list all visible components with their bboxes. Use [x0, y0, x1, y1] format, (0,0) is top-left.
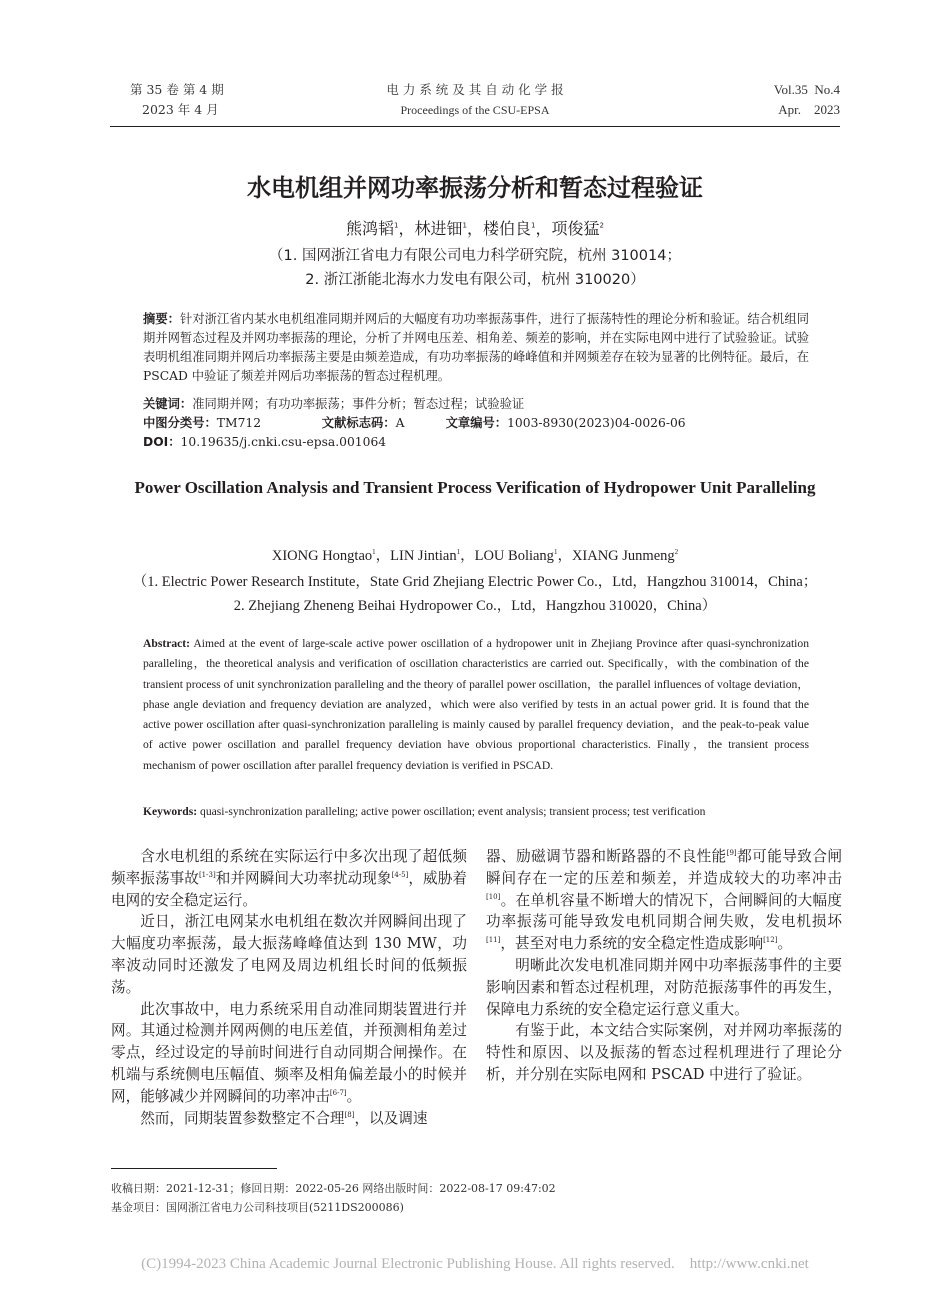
author-en-2: LIN Jintian [390, 548, 457, 564]
journal-name-en: Proceedings of the CSU-EPSA [400, 103, 550, 117]
clc-value: TM712 [216, 416, 262, 430]
body-paragraph-2: 近日，浙江电网某水电机组在数次并网瞬间出现了大幅度功率振荡，最大振荡峰峰值达到 130 MW，功率波动同时还激发了电网及周边机组长时间的低频振荡。 [111, 913, 467, 996]
authors-cn: 熊鸿韬$^1$，林进钿$^1$，楼伯良$^1$，项俊猛$^2$ [346, 219, 604, 238]
citation: [6-7] [329, 1088, 347, 1097]
keywords-en [143, 803, 823, 821]
header-right [774, 80, 840, 120]
body-text: 含水电机组的系统在实际运行中多次出现了超低频频率振荡事故 [111, 848, 467, 887]
body-text: 。 [777, 935, 793, 953]
keywords-cn-label: 关键词： [143, 397, 193, 411]
body-text: 都可能导致合闸瞬间存在一定的压差和频差，并造成较大的功率冲击 [486, 848, 842, 887]
citation: [8] [344, 1110, 355, 1119]
body-paragraph-6: 有鉴于此，本文结合实际案例，对并网功率振荡的特性和原因、以及振荡的暂态过程机理进行了理论分析，并分别在实际电网和 PSCAD 中进行了验证。 [486, 1022, 842, 1083]
abstract-cn [143, 310, 809, 386]
article-no-value: 1003-8930(2023)04-0026-06 [507, 416, 686, 430]
footnote-rule [111, 1168, 277, 1169]
affiliations-cn [0, 244, 950, 292]
abstract-cn-text: 针对浙江省内某水电机组准同期并网后的大幅度有功功率振荡事件，进行了振荡特性的理论分析和验证。结合机组同期并网暂态过程及并网功率振荡的理论，分析了并网电压差、相角差、频差的影响，并在实际电网中进行了试验验证。试验表明机组准同期并网后功率振荡主要是由频差造成，有功功率振荡的峰峰值和并网频差存在较为显著的比例特征。最后，在 PSCAD 中验证了频差并网后功率振荡的暂态过程机理。 [143, 312, 809, 383]
author-en-2-affil: 1 [456, 548, 461, 557]
body-text: 。在单机容量不断增大的情况下，合闸瞬间的大幅度功率振荡可能导致发电机同期合闸失败，发电机损坏 [486, 891, 842, 931]
volume-issue: 第 35 卷 第 4 期 [130, 82, 224, 97]
header-center [110, 80, 840, 120]
body-column-left [111, 846, 467, 1129]
abstract-en-text: Aimed at the event of large-scale active power oscillation of a hydropower unit in Zhejiang Province after quasi-synchronization paralleling，the theoretical analysis and verification of oscillation characteristics are carried out. Specifically，with the combination of the transient process of unit synchronization paralleling and the theory of parallel power oscillation，the parallel influences of voltage deviation，phase angle deviation and frequency deviation are analyzed，which were also verified by tests in an actual power grid. It is found that the active power oscillation after quasi-synchronization paralleling is mainly caused by parallel frequency deviation，and the peak-to-peak value of active power oscillation and parallel frequency deviation have obvious proportional characteristics. Finally，the transient process mechanism of power oscillation after parallel frequency deviation is verified in PSCAD. [143, 637, 809, 772]
paper-title-en: Power Oscillation Analysis and Transient Process Verification of Hydropower Unit Paralleling [134, 478, 816, 497]
footnote-dates: 收稿日期：2021-12-31；修回日期：2022-05-26 网络出版时间：2022-08-17 09:47:02 [111, 1182, 556, 1195]
body-paragraph-3 [111, 999, 467, 1108]
abstract-en-label: Abstract: [143, 637, 191, 650]
affiliation-en-1: （1. Electric Power Research Institute，State Grid Zhejiang Electric Power Co.，Ltd，Hangzhou 310014，China； [132, 574, 818, 590]
header-rule [110, 126, 840, 127]
author-2-affil: 1 [462, 221, 467, 230]
body-text: 此次事故中，电力系统采用自动准同期装置进行并网。其通过检测并网两侧的电压差值，并预测相角差过零点，经过设定的导前时间进行自动同期合闸操作。在机端与系统侧电压幅值、频率及相角偏差最小的时候并网，能够减少并网瞬间的功率冲击 [111, 1000, 467, 1105]
author-2: 林进钿 [414, 219, 463, 238]
keywords-cn [143, 395, 809, 414]
doi-label: DOI： [143, 435, 181, 449]
author-en-4-affil: 2 [674, 548, 679, 557]
citation: [11] [486, 936, 501, 945]
volume-issue-en: Vol.35 No.4 [773, 82, 840, 97]
article-no-label: 文章编号： [445, 416, 508, 430]
abstract-cn-label: 摘要： [143, 312, 181, 326]
author-en-4: XIANG Junmeng [571, 548, 675, 564]
doi-line [143, 433, 809, 452]
author-en-3-affil: 1 [553, 548, 558, 557]
affiliation-cn-1: （1. 国网浙江省电力有限公司电力科学研究院，杭州 310014； [269, 248, 681, 264]
doc-code-label: 文献标志码： [321, 416, 396, 430]
author-en-1-affil: 1 [372, 548, 376, 557]
doc-code-value: A [395, 416, 405, 430]
classification-line [143, 414, 809, 433]
author-1-affil: 1 [394, 221, 399, 230]
journal-header [110, 80, 840, 126]
copyright-notice: (C)1994-2023 China Academic Journal Electronic Publishing House. All rights reserved. http://www.cnki.net [141, 1256, 809, 1272]
keywords-en-label: Keywords: [143, 805, 198, 818]
body-text: ，甚至对电力系统的安全稳定性造成影响 [500, 935, 764, 953]
issue-date-en: Apr. 2023 [778, 102, 840, 117]
body-paragraph-4-cont [486, 846, 842, 955]
footnote-fund: 基金项目：国网浙江省电力公司科技项目(5211DS200086) [111, 1201, 404, 1214]
clc-label: 中图分类号： [143, 416, 217, 430]
citation: [1-3] [198, 870, 216, 879]
author-en-3: LOU Boliang [474, 548, 554, 564]
body-text: 。 [346, 1087, 362, 1105]
author-en-1: XIONG Hongtao [271, 548, 373, 564]
body-text: 器、励磁调节器和断路器的不良性能 [486, 848, 727, 865]
abstract-en [143, 634, 809, 776]
citation: [4-5] [391, 870, 409, 879]
affiliations-en [80, 570, 870, 618]
author-3: 楼伯良 [483, 219, 532, 238]
body-column-right [486, 846, 842, 1086]
keywords-cn-text: 准同期并网；有功功率振荡；事件分析；暂态过程；试验验证 [192, 397, 525, 411]
body-paragraph-5: 明晰此次发电机准同期并网中功率振荡事件的主要影响因素和暂态过程机理，对防范振荡事件的再发生，保障电力系统的安全稳定运行意义重大。 [486, 956, 842, 1018]
paper-title-cn: 水电机组并网功率振荡分析和暂态过程验证 [247, 174, 703, 202]
affiliation-en-2: 2. Zhejiang Zheneng Beihai Hydropower Co.，Ltd，Hangzhou 310020，China） [233, 598, 717, 614]
citation: [12] [763, 936, 778, 945]
author-1: 熊鸿韬 [346, 219, 395, 238]
author-4-affil: 2 [599, 221, 604, 230]
author-3-affil: 1 [531, 221, 536, 230]
author-4: 项俊猛 [551, 219, 600, 238]
body-text: 然而，同期装置参数整定不合理 [140, 1109, 345, 1127]
journal-name-cn: 电 力 系 统 及 其 自 动 化 学 报 [386, 82, 564, 97]
body-text: 和并网瞬间大功率扰动现象 [215, 869, 392, 887]
keywords-en-text: quasi-synchronization paralleling; active power oscillation; event analysis; transient process; test verification [200, 805, 706, 818]
authors-en: XIONG Hongtao$^1$，LIN Jintian$^1$，LOU Boliang$^1$，XIANG Junmeng$^2$ [271, 548, 679, 564]
body-text: ，以及调速 [354, 1109, 428, 1127]
affiliation-cn-2: 2. 浙江浙能北海水力发电有限公司，杭州 310020） [305, 272, 645, 288]
citation: [9] [726, 849, 737, 858]
doi-value: 10.19635/j.cnki.csu-epsa.001064 [180, 435, 387, 449]
citation: [10] [486, 892, 501, 901]
body-text: ，威胁着电网的安全稳定运行。 [111, 869, 467, 909]
body-paragraph-1 [111, 846, 467, 911]
body-paragraph-4-start [111, 1108, 467, 1130]
issue-date-cn: 2023 年 4 月 [142, 102, 219, 117]
